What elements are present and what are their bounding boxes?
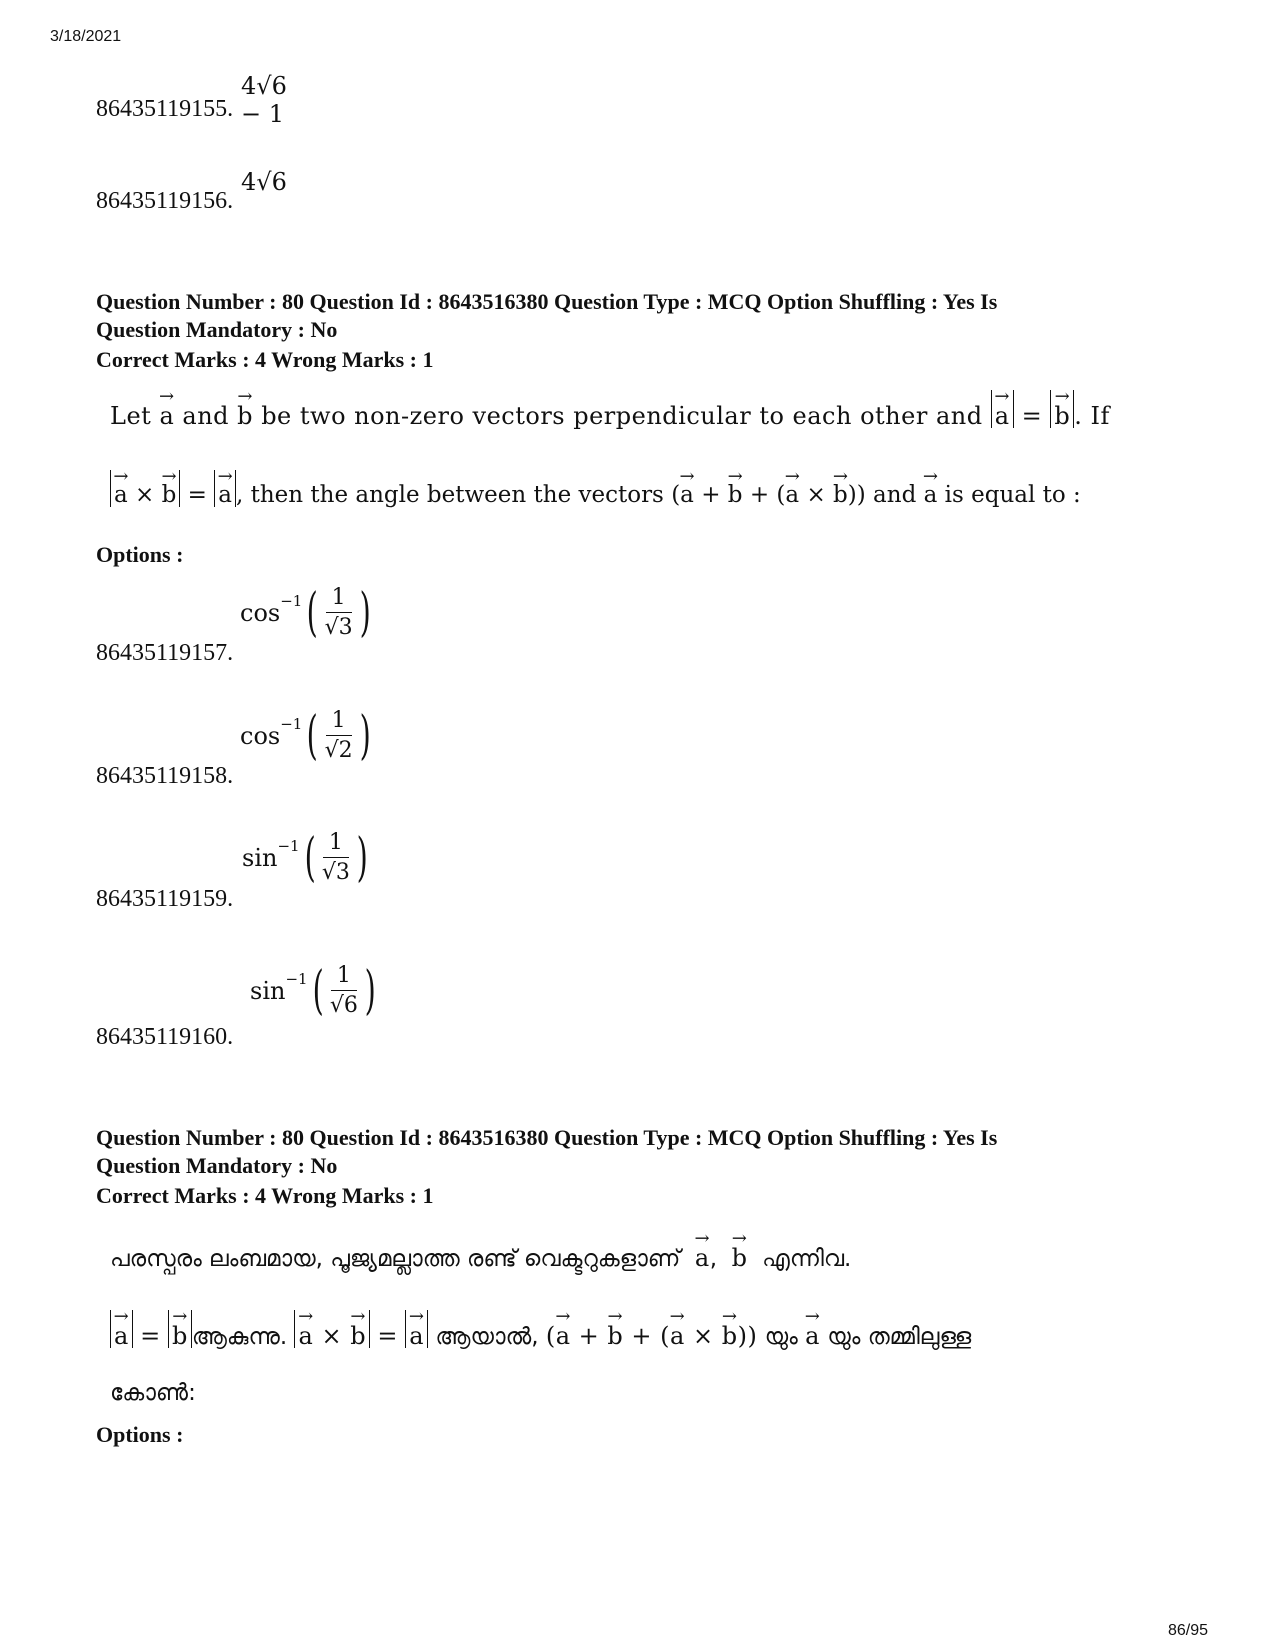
magnitude-a-cross-b: → a × → b — [294, 1310, 370, 1348]
options-label: Options : — [96, 542, 184, 567]
option-math: 4√6 — [241, 168, 287, 196]
magnitude-a-cross-b: → a × → b — [110, 470, 180, 507]
question-header — [96, 288, 1176, 344]
question-text-line1: Let → a and → b be two non-zero vectors perpendicular to each other and → a = → b . If — [110, 390, 1110, 430]
option-number: 86435119160. — [96, 1024, 234, 1050]
option-math: sin −1 ( $\frac{1}{√3}$ ) — [242, 827, 368, 888]
question-text-ml-line2: → a = → b ആകുന്നു. → a × → b = → a ആയാൽ, (→ a + → b + (→ a × → b)) യും → a യും തമ്മിലുള്ള — [110, 1310, 971, 1350]
option-1[interactable] — [96, 582, 496, 675]
question-text-line2: → a × → b = → a , then the angle between the vectors (→ a + → b + (→ a × → b)) and → a is equal to : — [110, 470, 1081, 508]
option-3[interactable] — [96, 827, 496, 920]
vector-expression: (→ a + → b + (→ a × → b)) — [546, 1322, 758, 1350]
vector-a: → a — [159, 390, 174, 428]
page-number: 86/95 — [1168, 1622, 1209, 1639]
vector-expression: (→ a + → b + (→ a × → b)) — [671, 482, 866, 508]
magnitude-a: → a — [214, 470, 236, 507]
vector-b: → b — [237, 390, 253, 428]
magnitude-b: → b — [1050, 390, 1074, 428]
option-math: sin −1 ( $\frac{1}{√6}$ ) — [250, 960, 376, 1021]
question-meta-line1: Question Number : 80 Question Id : 8643516380 Question Type : MCQ Option Shuffling : Yes Is — [96, 289, 998, 314]
option-number: 86435119158. — [96, 763, 234, 789]
magnitude-a: → a — [110, 1310, 133, 1348]
vector-a: → a — [924, 470, 938, 507]
option-math: 4√6 − 1 — [241, 72, 287, 128]
question-marks: Correct Marks : 4 Wrong Marks : 1 — [96, 1183, 434, 1208]
question-header — [96, 1124, 1176, 1180]
option-math: cos −1 ( $\frac{1}{√2}$ ) — [240, 705, 371, 766]
magnitude-a: → a — [405, 1310, 428, 1348]
option-number: 86435119155. — [96, 96, 234, 122]
magnitude-b: → b — [168, 1310, 192, 1348]
question-marks: Correct Marks : 4 Wrong Marks : 1 — [96, 347, 434, 372]
option-number: 86435119156. — [96, 188, 234, 214]
question-meta-line2: Question Mandatory : No — [96, 317, 338, 342]
question-meta-line1: Question Number : 80 Question Id : 8643516380 Question Type : MCQ Option Shuffling : Yes Is — [96, 1125, 998, 1150]
question-text-ml-line1: പരസ്പരം ലംബമായ, പൂജ്യമല്ലാത്ത രണ്ട് വെക്ടറുകളാണ് → a, → b എന്നിവ. — [110, 1232, 851, 1272]
magnitude-a: → a — [991, 390, 1014, 428]
options-label: Options : — [96, 1422, 184, 1447]
option-number: 86435119159. — [96, 886, 234, 912]
option-4[interactable] — [96, 960, 496, 1053]
option-number: 86435119157. — [96, 640, 234, 666]
option-math: cos −1 ( $\frac{1}{√3}$ ) — [240, 582, 371, 643]
question-meta-line2: Question Mandatory : No — [96, 1153, 338, 1178]
option-2[interactable] — [96, 705, 496, 798]
question-text-ml-line3: കോൺ: — [110, 1380, 196, 1406]
print-date: 3/18/2021 — [50, 28, 122, 45]
